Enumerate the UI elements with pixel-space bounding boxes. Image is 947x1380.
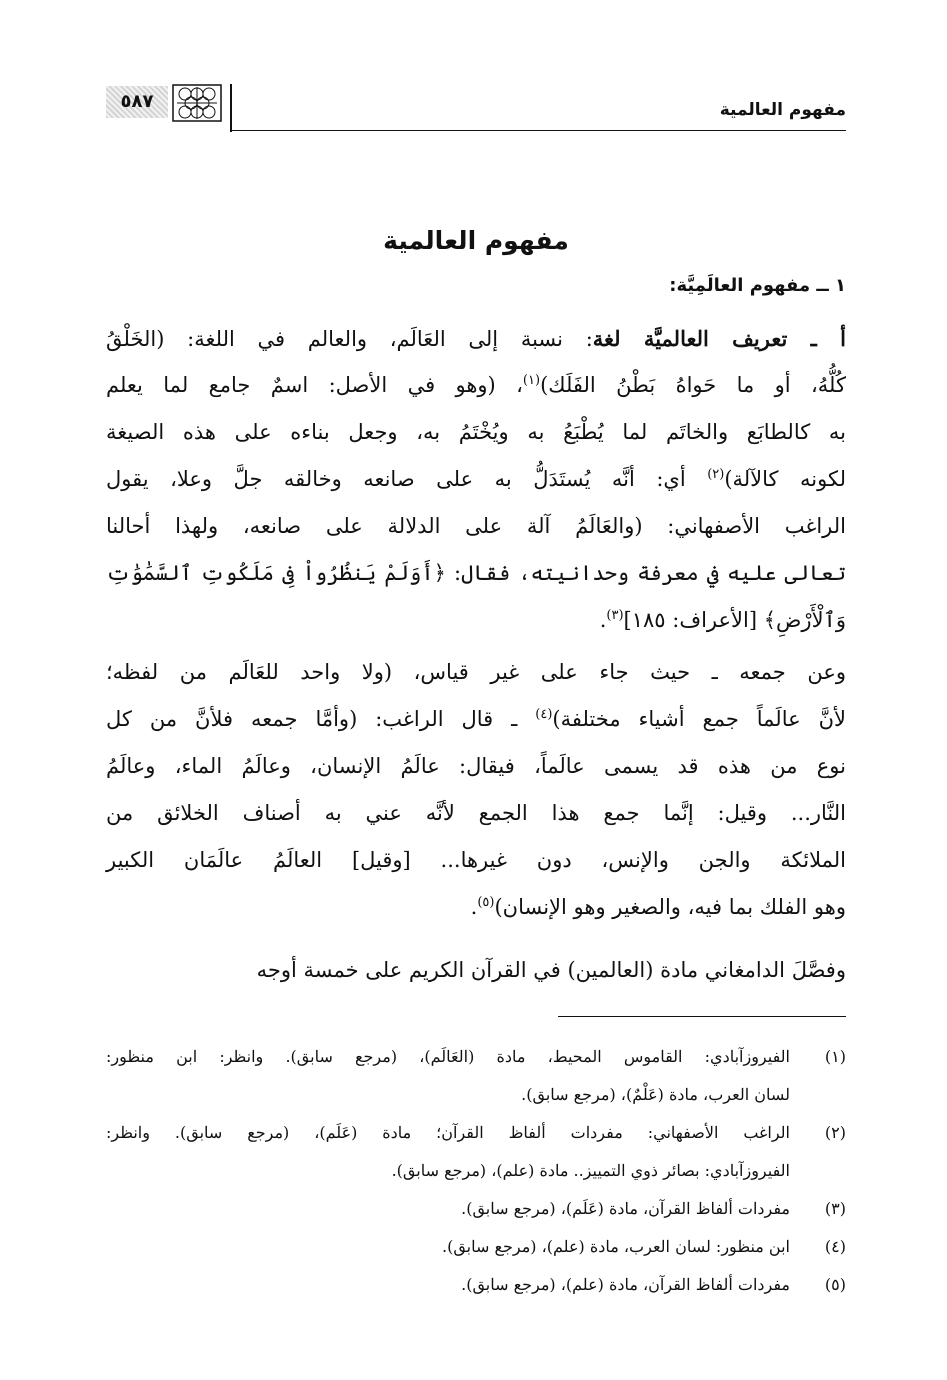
footnote-separator xyxy=(558,1016,846,1017)
text-line xyxy=(106,514,846,561)
page-number: ٥٨٧ xyxy=(106,86,168,118)
text-line xyxy=(106,958,846,1005)
footnote-text: الراغب الأصفهاني: مفردات ألفاظ القرآن؛ مادة (عَلَم)، (مرجع سابق). وانظر: xyxy=(106,1123,791,1142)
quran-verse: وَٱلْأَرْضِ﴾ [الأعراف: ١٨٥] xyxy=(623,608,846,632)
paragraph-definition xyxy=(106,326,846,655)
footnote-text: لسان العرب، مادة (عَلْمٌ)، (مرجع سابق). xyxy=(521,1085,790,1104)
footnote-ref: (٢) xyxy=(707,467,725,482)
line-text: . xyxy=(470,895,478,919)
line-text: وعن جمعه ـ حيث جاء على غير قياس، (ولا واحد للعَالَم من لفظه؛ xyxy=(106,660,846,684)
line-text: به كالطابَع والخاتَم لما يُطْبَعُ به ويُخْتَمُ به، وجعل بناءه على هذه الصيغة xyxy=(106,420,846,444)
text-line xyxy=(106,754,846,801)
line-text: : نسبة إلى العَالَم، والعالم في اللغة: (الخَلْقُ xyxy=(106,327,593,351)
line-text: الراغب الأصفهاني: (والعَالَمُ آلة على الدلالة على صانعه، ولهذا أحالنا xyxy=(106,514,846,538)
line-text: كُلُّهُ، أو ما حَواهُ بَطْنُ الفَلَك) xyxy=(540,373,846,397)
text-line xyxy=(106,660,846,707)
line-text: الملائكة والجن والإنس، دون غيرها... [وقيل] العالَمُ عالَمَان الكبير xyxy=(106,848,846,872)
section-heading: ١ ــ مفهوم العالَمِيَّة: xyxy=(669,275,846,296)
line-text: لكونه كالآلة) xyxy=(724,467,846,491)
footnote-text: ابن منظور: لسان العرب، مادة (علم)، (مرجع سابق). xyxy=(442,1237,790,1256)
footnote-4 xyxy=(106,1228,846,1266)
line-text: وفصَّلَ الدامغاني مادة (العالمين) في القرآن الكريم على خمسة أوجه xyxy=(256,958,846,982)
footnote-text: الفيروزآبادي: القاموس المحيط، مادة (العَالَم)، (مرجع سابق). وانظر: ابن منظور: xyxy=(106,1047,790,1066)
footnote-text: الفيروزآبادي: بصائر ذوي التمييز.. مادة (علم)، (مرجع سابق). xyxy=(391,1161,790,1180)
line-text: النَّار... وقيل: إنَّما جمع هذا الجمع لأنَّه عني به أصناف الخلائق من xyxy=(106,801,846,825)
text-line xyxy=(106,848,846,895)
text-line xyxy=(106,420,846,467)
running-title: مفهوم العالمية xyxy=(719,100,846,120)
footnote-number: (٣) xyxy=(824,1199,846,1218)
chapter-title: مفهوم العالمية xyxy=(383,226,569,255)
footnote-ref: (٤) xyxy=(535,707,553,722)
line-text: ، (وهو في الأصل: اسمٌ جامع لما يعلم xyxy=(106,373,523,397)
line-text: . xyxy=(599,608,607,632)
line-text: ـ قال الراغب: (وأمَّا جمعه فلأنَّ من كل xyxy=(106,707,536,731)
footnote-2 xyxy=(106,1114,846,1190)
footnote-text: مفردات ألفاظ القرآن، مادة (علم)، (مرجع سابق). xyxy=(461,1275,790,1294)
header-rule xyxy=(230,130,846,131)
running-header xyxy=(106,78,846,134)
text-line xyxy=(106,561,846,608)
text-line xyxy=(106,801,846,848)
line-text: نوع من هذه قد يسمى عالَماً، فيقال: عالَمُ الإنسان، وعالَمُ الماء، وعالَمُ xyxy=(106,754,846,778)
text-line xyxy=(106,467,846,514)
paragraph-damghani xyxy=(106,958,846,1005)
line-text: وهو الفلك بما فيه، والصغير وهو الإنسان) xyxy=(494,895,846,919)
footnote-ref: (١) xyxy=(522,373,541,388)
footnote-1 xyxy=(106,1038,846,1114)
footnote-ref: (٣) xyxy=(606,608,624,623)
header-divider xyxy=(230,84,232,132)
footnote-number: (٥) xyxy=(824,1275,846,1294)
text-line xyxy=(106,373,846,420)
text-line xyxy=(106,707,846,754)
line-text: لأنَّ عالَماً جمع أشياء مختلفة) xyxy=(552,707,846,731)
footnote-number: (٢) xyxy=(824,1123,846,1142)
line-text: أي: أنَّه يُستَدَلُّ به على صانعه وخالقه جلَّ وعلا، يقول xyxy=(106,467,708,491)
paragraph-plural xyxy=(106,660,846,942)
footnote-number: (٤) xyxy=(824,1237,846,1256)
definition-lead: أ ـ تعريف العالميَّة لغة xyxy=(592,326,847,351)
footnote-text: مفردات ألفاظ القرآن، مادة (عَلَم)، (مرجع سابق). xyxy=(461,1199,790,1218)
ornament-icon xyxy=(172,84,222,122)
text-line xyxy=(106,895,846,942)
text-line xyxy=(106,608,846,655)
quran-verse: تعالى عليه في معرفة وحدانيته، فقال: ﴿أَوَلَمْ يَنظُرُواْ فِى مَلَكُوتِ ٱلسَّمَٰوَٰتِ xyxy=(106,561,846,585)
footnote-ref: (٥) xyxy=(477,895,495,910)
footnote-5 xyxy=(106,1266,846,1304)
text-line xyxy=(106,326,846,373)
footnote-3 xyxy=(106,1190,846,1228)
footnote-number: (١) xyxy=(824,1047,846,1066)
footnotes xyxy=(106,1038,846,1304)
